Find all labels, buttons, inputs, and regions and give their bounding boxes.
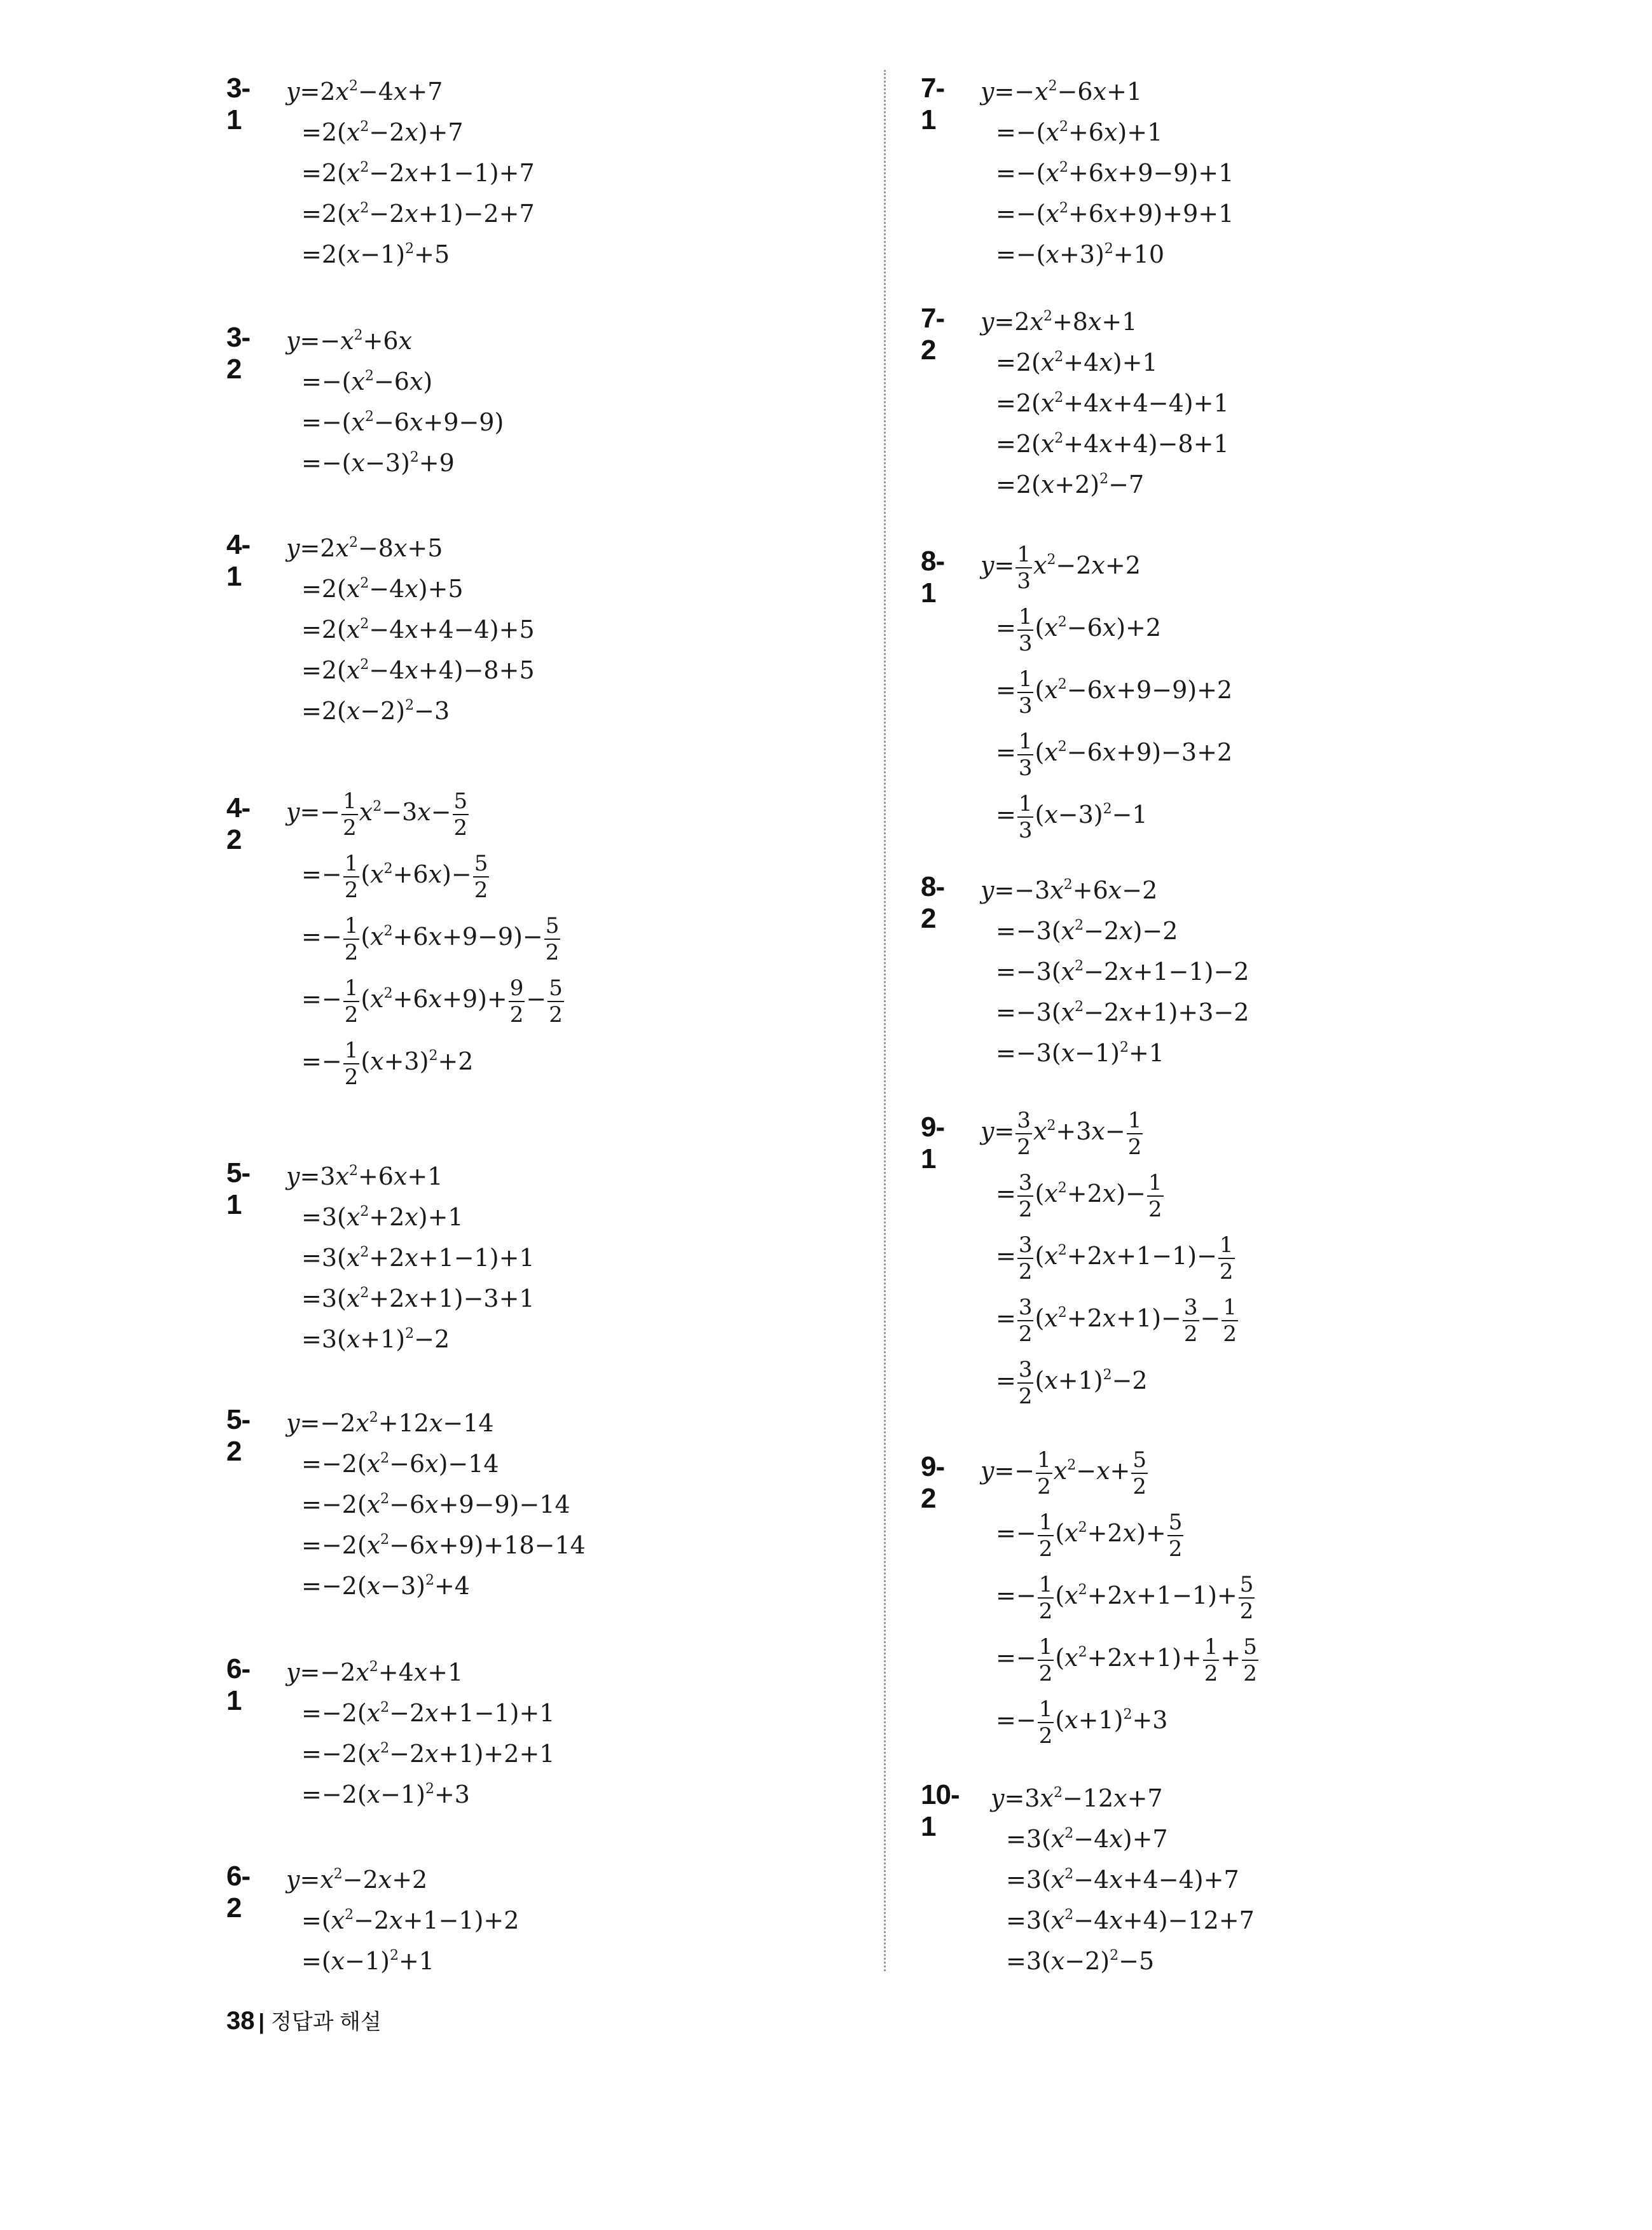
fraction: $\frac{1}{2}$ [1038,1696,1053,1749]
solution-lines [286,781,565,1092]
solution-line: =− $\frac{1}{2}$ $(x^2+2x+1)+$ $\frac{1}{2}$ + $\frac{5}{2}$ [996,1634,1257,1686]
solution-lines [286,1156,535,1359]
fraction: $\frac{3}{2}$ [1183,1294,1198,1347]
fraction: $\frac{1}{2}$ [1219,1232,1234,1284]
solution-lines [286,1652,554,1815]
solution-line: $=-2(x^2-2x+1-1)+1$ [301,1699,555,1727]
problem-number: 6-2 [226,1861,251,1924]
solution-lines [286,71,535,275]
solution-line: $=-(x+3)^2+10$ [996,240,1164,268]
solution-lines [286,1403,586,1606]
solution-line: $=-2(x-3)^2+4$ [301,1572,470,1600]
solution-line: $=-2(x^2-6x+9)+18-14$ [301,1531,586,1559]
solution-line: = $\frac{1}{3}$ $(x^2-6x)+2$ [996,603,1162,656]
problem-number: 5-2 [226,1404,251,1467]
solution-line: =− $\frac{1}{2}$ $(x^2+6x+9)+$ $\frac{9}{2}$ − $\frac{5}{2}$ [301,975,563,1028]
problem-number: 6-1 [226,1653,251,1716]
solution-lines [981,1100,1239,1412]
solution-line: = $\frac{3}{2}$ $(x^2+2x+1-1)-$ $\frac{1}{2}$ [996,1232,1234,1284]
solution-line: $=-2(x-1)^2+3$ [301,1780,470,1808]
problem-number: 8-1 [921,546,945,609]
fraction: $\frac{1}{2}$ [1223,1294,1237,1347]
problem-number: 7-1 [921,72,945,135]
fraction: $\frac{5}{2}$ [1168,1509,1183,1562]
fraction: $\frac{1}{3}$ [1017,541,1031,594]
solution-lines [981,534,1232,846]
solution-line: $=2(x^2-4x+4-4)+5$ [301,616,535,644]
problem-number: 3-2 [226,322,251,385]
fraction: $\frac{5}{2}$ [545,912,560,965]
solution-lines [981,301,1229,505]
solution-line: = $\frac{3}{2}$ $(x+1)^2-2$ [996,1356,1148,1409]
solution-line: $=-(x^2+6x+9)+9+1$ [996,200,1234,228]
fraction: $\frac{5}{2}$ [453,788,468,841]
page-number: 38 [226,2007,255,2035]
fraction: $\frac{1}{2}$ [1038,1634,1053,1686]
solution-line: =− $\frac{1}{2}$ $(x^2+2x+1-1)+$ $\frac{5}{2}$ [996,1571,1254,1624]
solution-line: $=-2(x^2-2x+1)+2+1$ [301,1740,555,1768]
solution-line: $y=2x^2-8x+5$ [286,534,443,562]
solution-line: $=3(x^2-4x+4-4)+7$ [1006,1866,1239,1894]
solution-line: $y=2x^2-4x+7$ [286,78,443,106]
solution-line: $y=x^2-2x+2$ [286,1866,428,1894]
solution-line: $=-3(x-1)^2+1$ [996,1039,1164,1067]
solution-line: $=2(x^2-4x+4)-8+5$ [301,656,535,684]
solution-line: $=3(x+1)^2-2$ [301,1325,450,1353]
fraction: $\frac{3}{2}$ [1018,1169,1033,1222]
fraction: $\frac{3}{2}$ [1018,1356,1033,1409]
solution-lines [981,1440,1260,1751]
fraction: $\frac{1}{3}$ [1018,790,1033,843]
solution-line: y=− $\frac{1}{2}$ $x^2-x+$ $\frac{5}{2}$ [981,1447,1146,1499]
fraction: $\frac{1}{3}$ [1018,666,1033,719]
solution-line: $=3(x^2+2x+1-1)+1$ [301,1244,535,1272]
solution-line: $=-(x-3)^2+9$ [301,449,455,477]
solution-line: $=2(x^2-4x)+5$ [301,575,464,603]
fraction: $\frac{1}{2}$ [1127,1107,1142,1160]
solution-line: $=3(x^2-4x+4)-12+7$ [1006,1906,1255,1934]
solution-line: $=3(x-2)^2-5$ [1006,1947,1155,1975]
solution-line: $y=-2x^2+12x-14$ [286,1409,494,1437]
problem-number: 3-1 [226,72,251,135]
solution-line: $y=3x^2+6x+1$ [286,1162,443,1190]
solution-line: $=2(x^2-2x+1)-2+7$ [301,200,535,228]
fraction: $\frac{1}{2}$ [1038,1509,1053,1562]
solution-line: =− $\frac{1}{2}$ $(x+3)^2+2$ [301,1037,474,1090]
solution-line: $=-3(x^2-2x+1-1)-2$ [996,958,1249,986]
solution-line: =− $\frac{1}{2}$ $(x^2+2x)+$ $\frac{5}{2}$ [996,1509,1183,1562]
solution-line: $=2(x^2-2x+1-1)+7$ [301,159,535,187]
solution-line: $y=-x^2-6x+1$ [981,78,1143,106]
fraction: $\frac{3}{2}$ [1018,1232,1033,1284]
solution-line: $=3(x^2+2x+1)-3+1$ [301,1284,535,1312]
solution-line: =− $\frac{1}{2}$ $(x^2+6x+9-9)-$ $\frac{5}{2}$ [301,912,560,965]
solution-line: $=-(x^2-6x)$ [301,368,433,396]
solution-line: $y=-3x^2+6x-2$ [981,876,1158,904]
solution-line: $=(x-1)^2+1$ [301,1947,434,1975]
fraction: $\frac{1}{2}$ [344,912,359,965]
solution-line: $=-3(x^2-2x)-2$ [996,917,1178,945]
solution-line: y=− $\frac{1}{2}$ $x^2-3x-$ $\frac{5}{2}$ [286,788,468,841]
fraction: $\frac{1}{2}$ [343,788,357,841]
problem-number: 10-1 [921,1779,960,1842]
solution-line: $y=-x^2+6x$ [286,327,413,355]
solution-line: $y=3x^2-12x+7$ [991,1784,1163,1812]
fraction: $\frac{9}{2}$ [509,975,524,1028]
solution-line: $=2(x-2)^2-3$ [301,697,450,725]
fraction: $\frac{5}{2}$ [474,850,488,903]
solution-line: = $\frac{3}{2}$ $(x^2+2x)-$ $\frac{1}{2}$ [996,1169,1162,1222]
fraction: $\frac{1}{3}$ [1018,728,1033,781]
solution-line: =− $\frac{1}{2}$ $(x+1)^2+3$ [996,1696,1168,1749]
solution-line: $y=-2x^2+4x+1$ [286,1658,464,1686]
fraction: $\frac{1}{2}$ [1037,1447,1051,1499]
solution-line: $=2(x+2)^2-7$ [996,471,1145,499]
solution-line: $=-2(x^2-6x+9-9)-14$ [301,1490,570,1518]
problem-number: 5-1 [226,1157,251,1220]
solution-line: = $\frac{1}{3}$ $(x-3)^2-1$ [996,790,1148,843]
problem-number: 8-2 [921,871,945,934]
footer-separator: | [258,2010,265,2034]
solution-line: =− $\frac{1}{2}$ $(x^2+6x)-$ $\frac{5}{2}$ [301,850,488,903]
solution-line: $=2(x^2+4x+4-4)+1$ [996,389,1229,417]
solution-line: $y=2x^2+8x+1$ [981,308,1138,336]
solution-line: $=2(x^2+4x+4)-8+1$ [996,430,1229,458]
problem-number: 9-2 [921,1451,945,1514]
fraction: $\frac{1}{2}$ [1204,1634,1218,1686]
solution-lines [286,528,535,731]
solution-lines [286,1859,519,1981]
solution-line: $=(x^2-2x+1-1)+2$ [301,1906,520,1934]
fraction: $\frac{5}{2}$ [1132,1447,1146,1499]
fraction: $\frac{1}{2}$ [1038,1571,1053,1624]
fraction: $\frac{5}{2}$ [1243,1634,1257,1686]
solution-lines [991,1778,1255,1981]
fraction: $\frac{3}{2}$ [1017,1107,1031,1160]
fraction: $\frac{5}{2}$ [549,975,563,1028]
page-footer [226,2004,382,2035]
solution-line: = $\frac{1}{3}$ $(x^2-6x+9-9)+2$ [996,666,1233,719]
fraction: $\frac{1}{2}$ [344,1037,359,1090]
section-title: 정답과 해설 [271,2010,382,2034]
fraction: $\frac{1}{3}$ [1018,603,1033,656]
solution-lines [981,870,1249,1073]
solution-line: $=-(x^2-6x+9-9)$ [301,408,504,436]
solution-line: $=-(x^2+6x+9-9)+1$ [996,159,1234,187]
solution-line: = $\frac{3}{2}$ $(x^2+2x+1)-$ $\frac{3}{2}$ − $\frac{1}{2}$ [996,1294,1237,1347]
problem-number: 7-2 [921,303,945,366]
solution-line: = $\frac{1}{3}$ $(x^2-6x+9)-3+2$ [996,728,1233,781]
solution-line: $=-(x^2+6x)+1$ [996,118,1163,146]
solution-line: $=3(x^2+2x)+1$ [301,1203,464,1231]
solution-line: $=2(x^2-2x)+7$ [301,118,464,146]
fraction: $\frac{1}{2}$ [344,850,359,903]
solution-lines [981,71,1234,275]
fraction: $\frac{1}{2}$ [1148,1169,1162,1222]
column-divider [884,70,886,1971]
solution-line: $=2(x^2+4x)+1$ [996,348,1158,376]
solution-line: $=3(x^2-4x)+7$ [1006,1825,1168,1853]
problem-number: 4-2 [226,792,251,855]
solution-line: $=-2(x^2-6x)-14$ [301,1450,499,1478]
solution-line: $=2(x-1)^2+5$ [301,240,450,268]
fraction: $\frac{3}{2}$ [1018,1294,1033,1347]
problem-number: 4-1 [226,529,251,592]
solution-line: y= $\frac{3}{2}$ $x^2+3x-$ $\frac{1}{2}$ [981,1107,1142,1160]
problem-number: 9-1 [921,1112,945,1174]
fraction: $\frac{1}{2}$ [344,975,359,1028]
solution-line: y= $\frac{1}{3}$ $x^2-2x+2$ [981,541,1141,594]
solution-line: $=-3(x^2-2x+1)+3-2$ [996,998,1249,1026]
solution-lines [286,320,504,483]
fraction: $\frac{5}{2}$ [1239,1571,1254,1624]
